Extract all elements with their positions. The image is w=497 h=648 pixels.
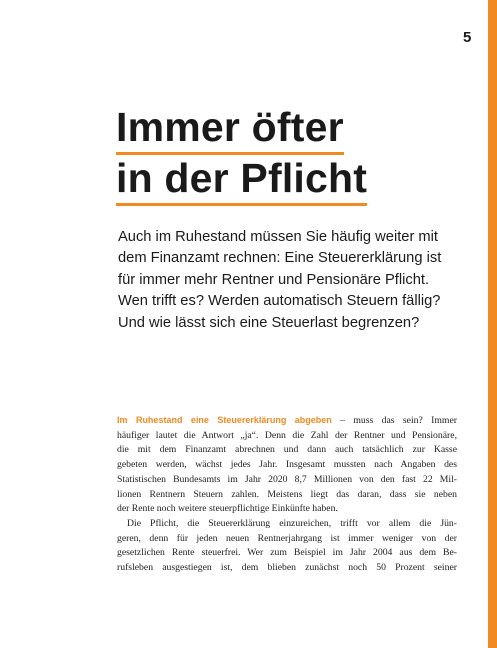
body-line: gesetzlichen Rente steuerfrei. Wer zum Beispiel im Jahr 2004 aus dem Be- <box>117 547 457 559</box>
body-line: geren, denn für jeden neuen Rentnerjahrgang ist immer weniger von der <box>117 532 457 544</box>
lead-line: Und wie lässt sich eine Steuerlast begrenzen? <box>118 314 420 331</box>
page-number: 5 <box>463 29 472 46</box>
body-paragraph-2 <box>117 517 457 576</box>
runin-heading: Im Ruhestand eine Steuererklärung abgeben <box>117 415 332 425</box>
lead-paragraph <box>118 227 468 334</box>
body-line: Die Pflicht, die Steuererklärung einzureichen, trifft vor allem die Jün- <box>127 517 457 529</box>
lead-line: dem Finanzamt rechnen: Eine Steuererklärung ist <box>118 250 442 267</box>
body-line-text: – muss das sein? Immer <box>331 415 457 426</box>
lead-line: Wen trifft es? Werden automatisch Steuern fällig? <box>118 293 441 310</box>
body-text <box>117 413 457 576</box>
body-line: häufiger lautet die Antwort „ja“. Denn die Zahl der Rentner und Pensionäre, <box>117 429 457 441</box>
body-line: lionen Rentnern Steuern zahlen. Meistens liegt das daran, dass sie neben <box>117 488 457 500</box>
body-line: rufsleben ausgestiegen ist, dem blieben zunächst noch 50 Prozent seiner <box>117 562 457 574</box>
title-line-2: in der Pflicht <box>116 155 367 206</box>
body-paragraph-1 <box>117 413 457 517</box>
body-line: gebeten werden, wächst jedes Jahr. Insgesamt mussten nach Angaben des <box>117 459 457 471</box>
body-line: die mit dem Finanzamt abrechnen und dann auch tatsächlich zur Kasse <box>117 444 457 456</box>
body-line <box>117 413 457 429</box>
orange-side-bar <box>488 0 497 648</box>
body-line: der Rente noch weitere steuerpflichtige Einkünfte haben. <box>117 503 338 515</box>
body-line: Statistischen Bundesamts im Jahr 2020 8,7 Millionen von den fast 22 Mil- <box>117 473 457 485</box>
chapter-title <box>116 104 456 206</box>
lead-line: für immer mehr Rentner und Pensionäre Pflicht. <box>118 271 430 288</box>
title-line-1: Immer öfter <box>116 104 344 155</box>
lead-line: Auch im Ruhestand müssen Sie häufig weiter mit <box>118 229 439 245</box>
